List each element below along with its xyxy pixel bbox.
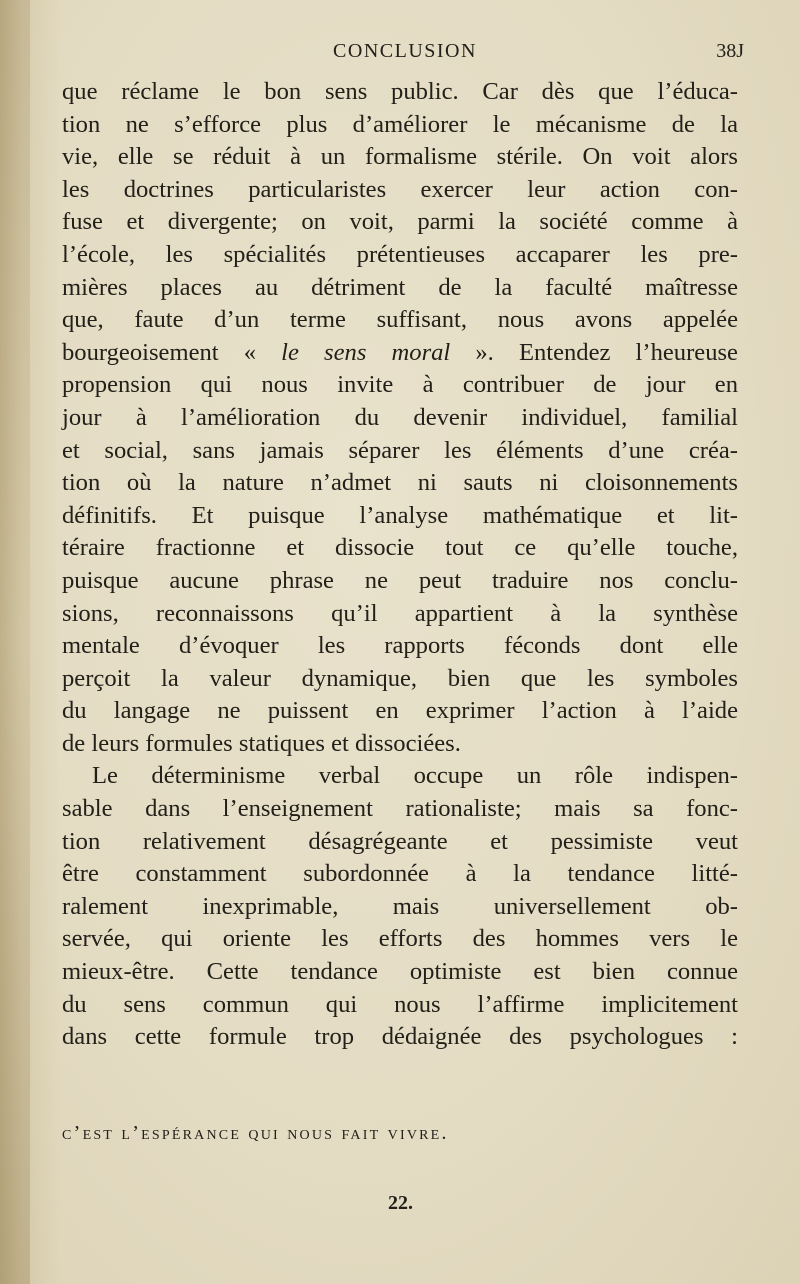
- text-line: l’école, les spécialités prétentieuses accaparer les pre-: [62, 240, 738, 268]
- page-edge-stain: [0, 0, 30, 1284]
- text-line: perçoit la valeur dynamique, bien que les symboles: [62, 664, 738, 692]
- text-line: mieux-être. Cette tendance optimiste est bien connue: [62, 958, 738, 986]
- text-line: tion où la nature n’admet ni sauts ni cloisonnements: [62, 469, 738, 497]
- text-line: sable dans l’enseignement rationaliste; mais sa fonc-: [62, 795, 738, 823]
- text-line: tion relativement désagrégeante et pessimiste veut: [62, 827, 738, 855]
- signature-mark: 22.: [388, 1192, 413, 1214]
- text-line: tion ne s’efforce plus d’améliorer le mécanisme de la: [62, 110, 738, 138]
- text-line: fuse et divergente; on voit, parmi la société comme à: [62, 208, 738, 236]
- italic-term: le sens moral: [281, 338, 451, 366]
- text-line: mières places au détriment de la faculté maîtresse: [62, 273, 738, 301]
- text-line: ralement inexprimable, mais universellement ob-: [62, 892, 738, 920]
- text-line: vie, elle se réduit à un formalisme stérile. On voit alors: [62, 143, 738, 171]
- text-line: jour à l’amélioration du devenir individuel, familial: [62, 403, 738, 431]
- text-line: Le déterminisme verbal occupe un rôle indispen-: [92, 762, 738, 790]
- text-line: définitifs. Et puisque l’analyse mathématique et lit-: [62, 501, 738, 529]
- text-line: de leurs formules statiques et dissociées.: [62, 729, 461, 757]
- text-line: du sens commun qui nous l’affirme implicitement: [62, 990, 738, 1018]
- text-line: et social, sans jamais séparer les éléments d’une créa-: [62, 436, 738, 464]
- text-line-with-italic: [62, 337, 738, 370]
- text-segment: bourgeoisement «: [62, 338, 282, 366]
- closing-motto: c’est l’espérance qui nous fait vivre.: [62, 1122, 449, 1144]
- text-line: dans cette formule trop dédaignée des psychologues :: [62, 1023, 738, 1051]
- text-line: être constamment subordonnée à la tendance litté-: [62, 860, 738, 888]
- text-line: les doctrines particularistes exercer leur action con-: [62, 175, 738, 203]
- text-segment: ». Entendez l’heureuse: [450, 338, 738, 366]
- text-line: propension qui nous invite à contribuer de jour en: [62, 371, 738, 399]
- text-line: sions, reconnaissons qu’il appartient à la synthèse: [62, 599, 738, 627]
- text-line: que, faute d’un terme suffisant, nous avons appelée: [62, 306, 738, 334]
- text-line: mentale d’évoquer les rapports féconds dont elle: [62, 632, 738, 660]
- text-line: puisque aucune phrase ne peut traduire nos conclu-: [62, 566, 738, 594]
- text-line: servée, qui oriente les efforts des hommes vers le: [62, 925, 738, 953]
- text-line: téraire fractionne et dissocie tout ce qu’elle touche,: [62, 534, 738, 562]
- page-number: 38J: [716, 40, 744, 62]
- text-line: que réclame le bon sens public. Car dès que l’éduca-: [62, 78, 738, 105]
- running-title: CONCLUSION: [333, 40, 477, 62]
- text-line: du langage ne puissent en exprimer l’action à l’aide: [62, 697, 738, 725]
- running-head: [60, 36, 750, 66]
- body-text: [62, 76, 738, 1054]
